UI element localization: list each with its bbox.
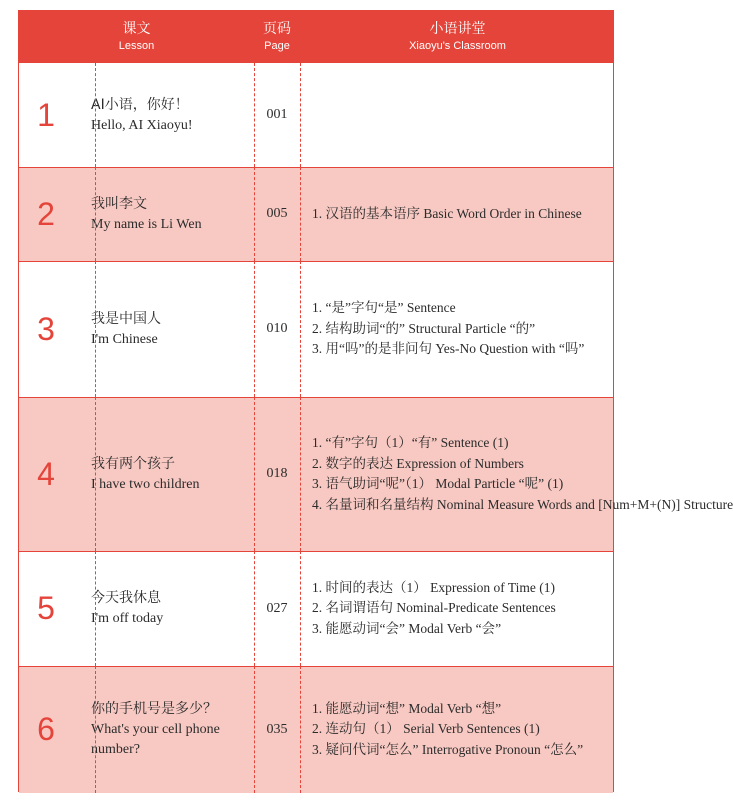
topic-item: 1. 能愿动词“想” Modal Verb “想”	[312, 700, 502, 716]
topic-item: 3. 用“吗”的是非问句 Yes-No Question with “吗”	[312, 341, 585, 357]
lesson-column-header	[19, 11, 254, 63]
lesson-title-zh: 我叫李文	[91, 195, 147, 212]
classroom-topics	[300, 167, 615, 261]
lesson-title	[91, 397, 251, 551]
lesson-row[interactable]	[19, 63, 613, 167]
column-divider	[95, 397, 96, 551]
lesson-row[interactable]	[19, 167, 613, 261]
classroom-topics	[300, 397, 733, 551]
topic-item: 1. “是”字句“是” Sentence	[312, 300, 456, 316]
lesson-title	[91, 261, 251, 397]
topic-item: 2. 连动句（1） Serial Verb Sentences (1)	[312, 721, 540, 737]
column-divider	[300, 167, 301, 261]
topic-item: 1. 时间的表达（1） Expression of Time (1)	[312, 579, 555, 595]
page-header-zh: 页码	[263, 21, 291, 37]
topic-item: 3. 语气助词“呢”（1） Modal Particle “呢” (1)	[312, 476, 564, 491]
column-divider	[95, 167, 96, 261]
lesson-title-en: I have two children	[91, 476, 200, 492]
column-divider	[254, 261, 255, 397]
classroom-topics	[300, 261, 615, 397]
lesson-row[interactable]	[19, 397, 733, 551]
topic-item: 2. 数字的表达 Expression of Numbers	[312, 455, 524, 471]
page-number: 027	[266, 600, 288, 616]
classroom-header-zh: 小语讲堂	[429, 21, 486, 37]
topic-item: 3. 能愿动词“会” Modal Verb “会”	[312, 620, 502, 636]
row-divider	[19, 551, 613, 552]
lesson-title	[91, 551, 251, 666]
classroom-column-header	[300, 11, 615, 63]
page-number: 001	[266, 107, 288, 122]
row-divider	[19, 397, 613, 398]
row-divider	[19, 666, 613, 667]
lesson-header-en: Lesson	[118, 40, 155, 52]
page-number: 010	[266, 321, 288, 336]
column-divider	[254, 551, 255, 666]
lesson-title-zh: AI小语，你好！	[91, 96, 189, 113]
lesson-title-en: Hello, AI Xiaoyu!	[91, 117, 193, 133]
row-divider	[19, 261, 613, 262]
lesson-title-zh: 你的手机号是多少？	[91, 701, 217, 717]
page-column-header	[254, 11, 300, 63]
table-of-contents	[18, 10, 733, 792]
lesson-row[interactable]	[19, 551, 613, 666]
lesson-row[interactable]	[19, 666, 613, 793]
lesson-title-en: I'm off today	[91, 611, 164, 626]
column-divider	[95, 261, 96, 397]
topic-item: 3. 疑问代词“怎么” Interrogative Pronoun “怎么”	[312, 741, 584, 757]
column-divider	[95, 666, 96, 793]
column-divider	[254, 167, 255, 261]
topic-item: 2. 名词谓语句 Nominal-Predicate Sentences	[312, 600, 556, 616]
page-number: 035	[266, 721, 288, 737]
column-divider	[95, 551, 96, 666]
column-divider	[95, 63, 96, 167]
page-header-en: Page	[264, 40, 290, 52]
column-divider	[300, 397, 301, 551]
lesson-title	[91, 167, 251, 261]
lesson-title-zh: 我有两个孩子	[91, 455, 175, 472]
topic-item: 2. 结构助词“的” Structural Particle “的”	[312, 320, 536, 336]
lesson-number: 2	[37, 195, 55, 232]
lesson-number: 3	[37, 310, 55, 347]
classroom-topics	[300, 666, 615, 793]
column-divider	[300, 261, 301, 397]
topic-item: 4. 名量词和名量结构 Nominal Measure Words and [Num+M+(N)] Structure	[312, 496, 733, 512]
lesson-title-zh: 我是中国人	[91, 310, 161, 327]
row-divider	[19, 167, 613, 168]
column-divider	[300, 63, 301, 167]
page-number: 005	[266, 206, 288, 221]
table-header	[19, 11, 613, 63]
lesson-number: 1	[37, 96, 55, 133]
column-divider	[300, 666, 301, 793]
lesson-number: 6	[37, 711, 55, 747]
lesson-title-en: My name is Li Wen	[91, 216, 202, 232]
page-number: 018	[266, 466, 288, 481]
lesson-number: 4	[37, 455, 55, 492]
column-divider	[254, 397, 255, 551]
lesson-title-en: What's your cell phone number?	[91, 722, 220, 757]
lesson-title-en: I'm Chinese	[91, 331, 158, 347]
classroom-topics	[300, 551, 615, 666]
lesson-title-zh: 今天我休息	[91, 590, 161, 606]
lesson-title	[91, 666, 251, 793]
lesson-title	[91, 63, 251, 167]
column-divider	[300, 551, 301, 666]
lesson-header-zh: 课文	[122, 21, 151, 37]
topic-item: 1. 汉语的基本语序 Basic Word Order in Chinese	[312, 205, 582, 221]
lesson-number: 5	[37, 590, 55, 626]
classroom-header-en: Xiaoyu's Classroom	[409, 40, 506, 52]
lesson-row[interactable]	[19, 261, 613, 397]
classroom-topics	[300, 63, 615, 167]
column-divider	[254, 63, 255, 167]
topic-item: 1. “有”字句（1）“有” Sentence (1)	[312, 435, 509, 450]
column-divider	[254, 666, 255, 793]
